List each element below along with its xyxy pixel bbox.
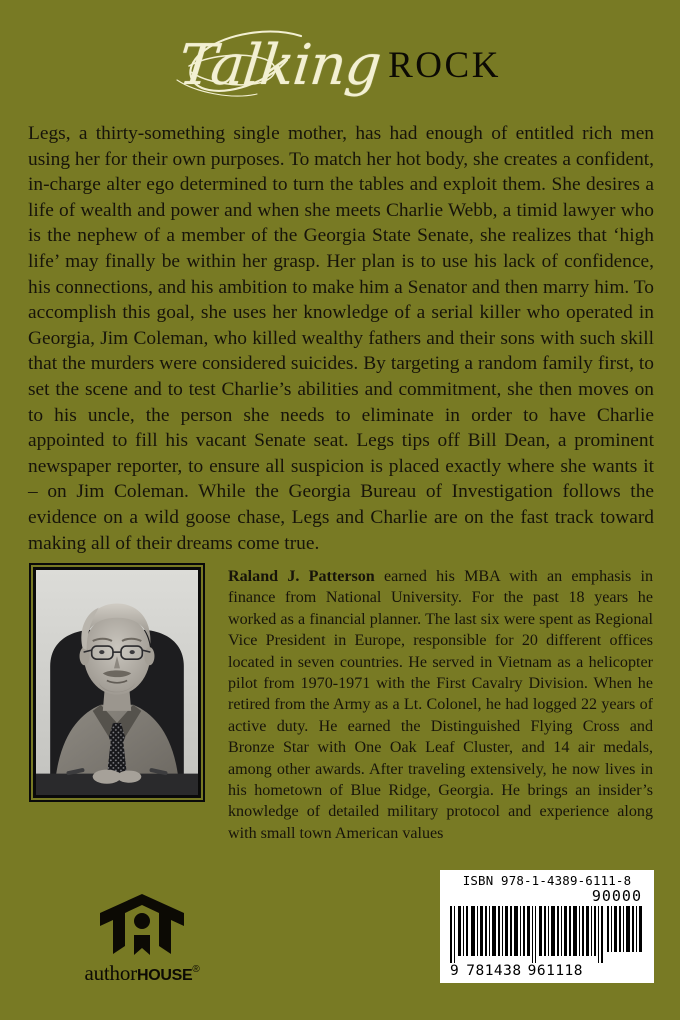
book-title-inner [175, 26, 501, 106]
barcode-digits-left: 781438 [466, 963, 522, 979]
publisher-name [62, 961, 222, 986]
publisher-name-caps: HOUSE [136, 967, 193, 984]
publisher-logo [62, 893, 222, 986]
book-synopsis: Legs, a thirty-something single mother, has had enough of entitled rich men using her for their own purposes. To match her hot body, she creates a confident, in-charge alter ego determined to turn the tables and exploit them. She desires a life of wealth and power and when she meets Charlie Webb, a timid lawyer who is the nephew of a member of the Georgia State Senate, she realizes that ‘high life’ may finally be within her grasp. Her plan is to use his lack of confidence, his connections, and his ambition to make him a Senator and then marry him. To accomplish this goal, she uses her knowledge of a serial killer who operated in Georgia, Jim Coleman, who killed wealthy fathers and their sons with such skill that the murders were considered suicides. By targeting a random family first, to set the scene and to test Charlie’s abilities and commitment, she then moves on to his uncle, the person she needs to eliminate in order to have Charlie appointed to fill his vacant Senate seat. Legs tips off Bill Dean, a prominent newspaper reporter, to ensure all suspicion is placed exactly where she wants it – on Jim Coleman. While the Georgia Bureau of Investigation follows the evidence on a wild goose chase, Legs and Charlie are on the fast track toward making all of their dreams come true. [28, 123, 654, 554]
author-name: Raland J. Patterson [228, 568, 375, 585]
authorhouse-house-icon [99, 893, 185, 955]
publisher-name-lower: author [84, 961, 137, 985]
book-title-script: Talking [175, 33, 384, 98]
author-photo [36, 570, 198, 795]
isbn-barcode [440, 870, 654, 983]
barcode-digits [448, 963, 646, 980]
book-title [0, 26, 680, 106]
author-photo-frame-inner-gap [31, 565, 203, 800]
book-title-roman: ROCK [388, 45, 501, 86]
registered-trademark-icon: ® [192, 964, 200, 975]
author-bio-text: earned his MBA with an emphasis in finance from National University. For the past 18 years he worked as a financial planner. The last six were spent as Regional Vice President in Europe, responsible for 20 different offices located in seven countries. He served in Vietnam as a helicopter pilot from 1970-1971 with the First Cavalry Division. When he retired from the Army as a Lt. Colonel, he had logged 22 years of active duty. He earned the Distinguished Flying Cross and Bronze Star with One Oak Leaf Cluster, and 14 air medals, among other awards. After traveling extensively, he now lives in his hometown of Blue Ridge, Georgia. He brings an insider’s knowledge of detailed military protocol and experience along with small town American values [228, 568, 653, 842]
author-bio [228, 566, 653, 844]
barcode-digits-right: 961118 [527, 963, 584, 979]
author-photo-frame [29, 563, 205, 802]
barcode-digit-lead: 9 [450, 963, 460, 979]
isbn-label: ISBN 978-1-4389-6111-8 [462, 873, 632, 888]
author-photo-frame-inner [33, 567, 201, 798]
price-code: 90000 [591, 887, 642, 905]
barcode-bars [448, 906, 646, 963]
